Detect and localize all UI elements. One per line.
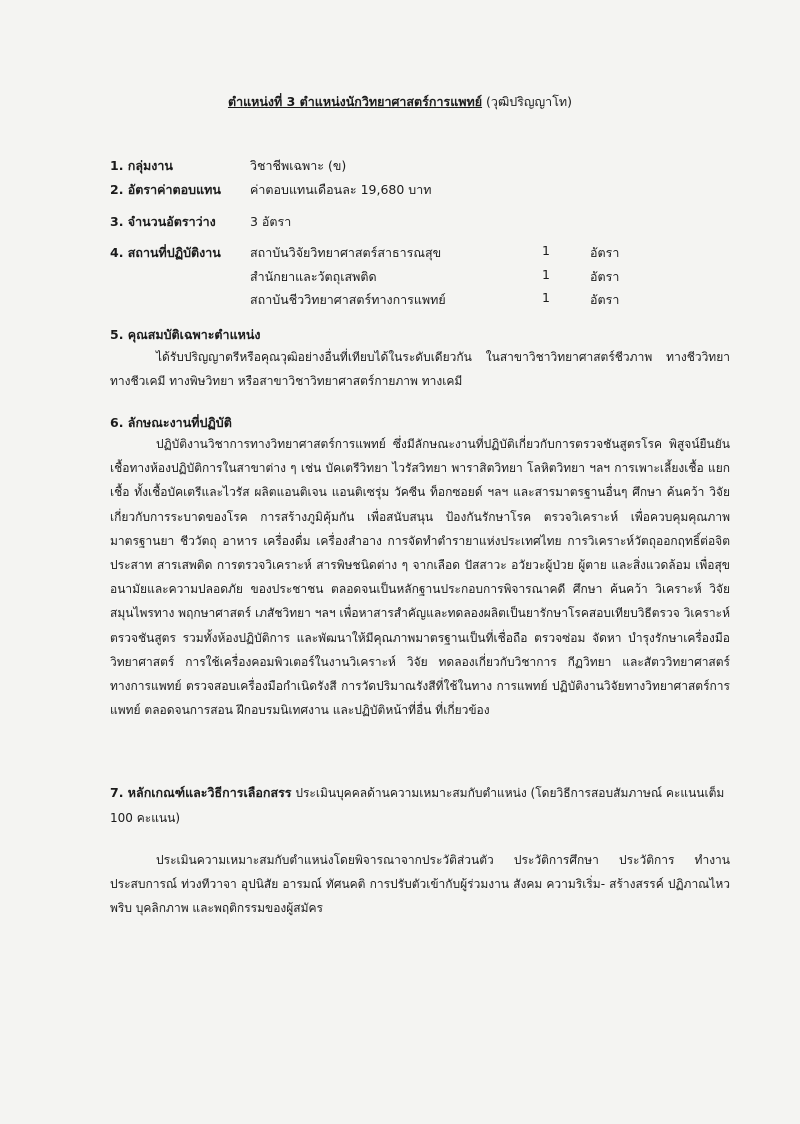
- workplace-count: 1: [542, 243, 550, 258]
- section6-body: ปฏิบัติงานวิชาการทางวิทยาศาสตร์การแพทย์ ซึ่งมีลักษณะงานที่ปฏิบัติเกี่ยวกับการตรวจชันสูตรโรค พิสูจน์ยืนยันเชื้อทางห้องปฏิบัติการในสาขาต่าง ๆ เช่น บัคเตรีวิทยา ไวรัสวิทยา พาราสิตวิทยา โลหิตวิทยา ฯลฯ การเพาะเลี้ยงเชื้อ แยกเชื้อ ทั้งเชื้อบัคเตรีและไวรัส ผลิตแอนติเจน แอนติเซรุ่ม วัคซีน ท็อกซอยด์ ฯลฯ และสารมาตรฐานอื่นๆ ศึกษา ค้นคว้า วิจัย เกี่ยวกับการระบาดของโรค การสร้างภูมิคุ้มกัน เพื่อสนับสนุน ป้องกันรักษาโรค ตรวจวิเคราะห์ เพื่อควบคุมคุณภาพมาตรฐานยา ชีววัตถุ อาหาร เครื่องดื่ม เครื่องสำอาง การจัดทำตำรายาแห่งประเทศไทย การวิเคราะห์วัตถุออกฤทธิ์ต่อจิตประสาท สารเสพติด การตรวจวิเคราะห์ สารพิษชนิดต่าง ๆ จากเลือด ปัสสาวะ อวัยวะผู้ป่วย ผู้ตาย และสิ่งแวดล้อม เพื่อสุขอนามัยและความปลอดภัย ของประชาชน ตลอดจนเป็นหลักฐานประกอบการพิจารณาคดี ศึกษา ค้นคว้า วิเคราะห์ วิจัย สมุนไพรทาง พฤกษาศาสตร์ เภสัชวิทยา ฯลฯ เพื่อหาสารสำคัญและทดลองผลิตเป็นยารักษาโรคสอบเทียบวิธีตรวจ วิเคราะห์ ตรวจชันสูตร รวมทั้งห้องปฏิบัติการ และพัฒนาให้มีคุณภาพมาตรฐานเป็นที่เชื่อถือ ตรวจซ่อม จัดหา บำรุงรักษาเครื่องมือวิทยาศาสตร์ การใช้เครื่องคอมพิวเตอร์ในงานวิเคราะห์ วิจัย ทดลองเกี่ยวกับวิชาการ กีฏวิทยา และสัตววิทยาศาสตร์ทางการแพทย์ ตรวจสอบเครื่องมือกำเนิดรังสี การวัดปริมาณรังสีที่ใช้ในทาง การแพทย์ ปฏิบัติงานวิจัยทางวิทยาศาสตร์การแพทย์ ตลอดจนการสอน ฝึกอบรมนิเทศงาน และปฏิบัติหน้าที่อื่น ที่เกี่ยวข้อง: [110, 437, 730, 718]
- workplace-name: สำนักยาและวัตถุเสพติด: [250, 269, 377, 284]
- workplace-name: สถาบันชีววิทยาศาสตร์ทางการแพทย์: [250, 292, 446, 307]
- workplace-unit: อัตรา: [590, 245, 620, 260]
- workplace-count: 1: [542, 290, 550, 305]
- page-title: [0, 92, 800, 112]
- section6-heading: 6. ลักษณะงานที่ปฏิบัติ: [110, 415, 232, 430]
- section7-title: 7. หลักเกณฑ์และวิธีการเลือกสรร: [110, 785, 292, 800]
- salary-label: 2. อัตราค่าตอบแทน: [110, 182, 221, 197]
- group-value: วิชาชีพเฉพาะ (ข): [250, 158, 347, 173]
- workplace-name: สถาบันวิจัยวิทยาศาสตร์สาธารณสุข: [250, 245, 442, 260]
- vacancy-value: 3 อัตรา: [250, 214, 292, 229]
- salary-value: ค่าตอบแทนเดือนละ 19,680 บาท: [250, 182, 432, 197]
- workplace-count: 1: [542, 267, 550, 282]
- workplace-unit: อัตรา: [590, 269, 620, 284]
- qualification-note: (วุฒิปริญญาโท): [486, 94, 573, 109]
- workplace-label: 4. สถานที่ปฏิบัติงาน: [110, 245, 221, 260]
- vacancy-label: 3. จำนวนอัตราว่าง: [110, 214, 216, 229]
- position-title: ตำแหน่งที่ 3 ตำแหน่งนักวิทยาศาสตร์การแพทย์: [227, 94, 483, 109]
- section7-method: ประเมินบุคคลด้านความเหมาะสมกับตำแหน่ง (โดยวิธีการสอบสัมภาษณ์ คะแนนเต็ม 100 คะแนน): [110, 786, 725, 825]
- section7-heading: [110, 780, 730, 831]
- workplace-unit: อัตรา: [590, 292, 620, 307]
- section5-heading: 5. คุณสมบัติเฉพาะตำแหน่ง: [110, 327, 261, 342]
- section5-body: ได้รับปริญญาตรีหรือคุณวุฒิอย่างอื่นที่เทียบได้ในระดับเดียวกัน ในสาขาวิชาวิทยาศาสตร์ชีวภาพ ทางชีววิทยา ทางชีวเคมี ทางพิษวิทยา หรือสาขาวิชาวิทยาศาสตร์กายภาพ ทางเคมี: [110, 350, 730, 389]
- section7-body: ประเมินความเหมาะสมกับตำแหน่งโดยพิจารณาจากประวัติส่วนตัว ประวัติการศึกษา ประวัติการ ทำงาน ประสบการณ์ ท่วงทีวาจา อุปนิสัย อารมณ์ ทัศนคติ การปรับตัวเข้ากับผู้ร่วมงาน สังคม ความริเริ่ม- สร้างสรรค์ ปฏิภาณไหวพริบ บุคลิกภาพ และพฤติกรรมของผู้สมัคร: [110, 853, 730, 916]
- group-label: 1. กลุ่มงาน: [110, 158, 173, 173]
